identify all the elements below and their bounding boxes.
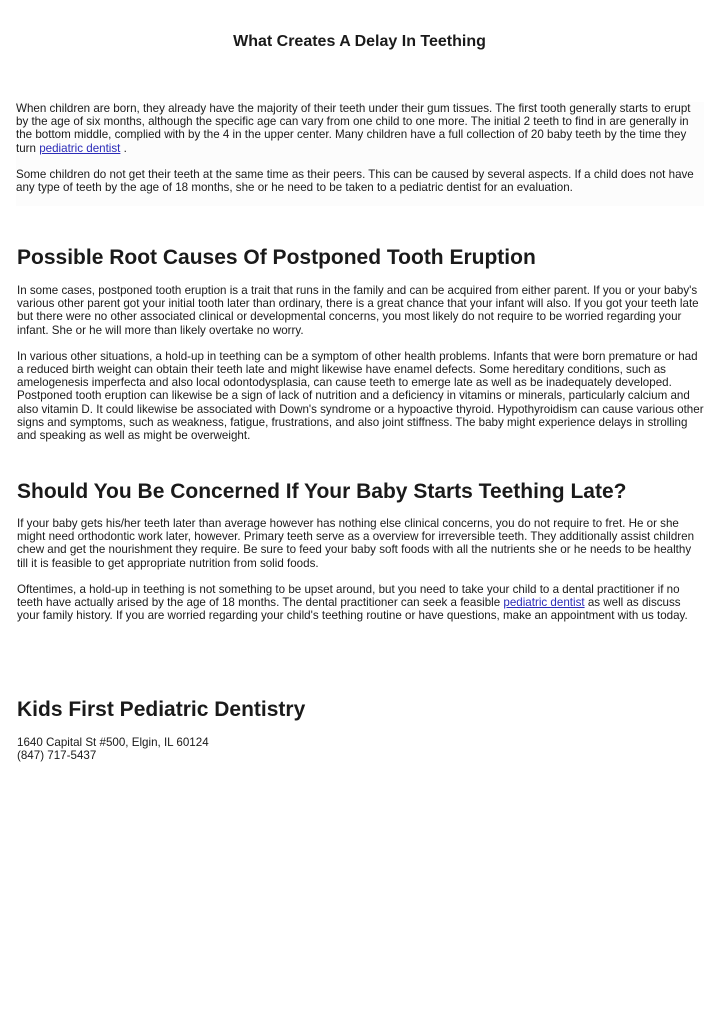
section-root-causes-body (17, 284, 705, 442)
root-causes-paragraph-2: In various other situations, a hold-up in teething can be a symptom of other health problems. Infants that were born premature or had a reduced birth weight can obtain their teeth late and might likewise have enamel defects. Some hereditary conditions, such as amelogenesis imperfecta and also local odontodysplasia, can cause teeth to emerge late as well as be inadequately developed. Postponed tooth eruption can likewise be a sign of lack of nutrition and a deficiency in vitamins or minerals, particularly calcium and also vitamin D. It could likewise be associated with Down's syndrome or a hypoactive thyroid. Hypothyroidism can cause various other signs and symptoms, such as weakness, fatigue, frustrations, and also joint stiffness. The baby might experience delays in strolling and speaking as well as might be overweight. (17, 349, 704, 443)
business-phone: (847) 717-5437 (17, 749, 97, 763)
concerned-paragraph-1: If your baby gets his/her teeth later than average however has nothing else clinical concerns, you do not require to fret. He or she might need orthodontic work later, however. Primary teeth serve as a overview for irreversible teeth. They additionally assist children chew and get the nourishment they require. Be sure to feed your baby soft foods with all the nutrients she or he needs to be healthy till it is feasible to get appropriate nutrition from solid foods. (17, 517, 695, 570)
pediatric-dentist-link-2[interactable]: pediatric dentist (503, 596, 585, 610)
intro-text-1-end: . (120, 141, 127, 155)
section-heading-root-causes: Possible Root Causes Of Postponed Tooth Eruption (17, 246, 536, 269)
intro-block (16, 102, 704, 206)
concerned-text-2-end: as well as discuss your family history. If you are worried regarding your child's teething routine or have questions, make an appointment with us today. (17, 596, 688, 623)
concerned-paragraph-2 (17, 583, 705, 623)
concerned-text-2: Oftentimes, a hold-up in teething is not something to be upset around, but you need to take your child to a dental practitioner if no teeth have actually arised by the age of 18 months. The dental practitioner can seek a feasible (17, 582, 680, 610)
page-title: What Creates A Delay In Teething (233, 33, 486, 50)
business-name-heading: Kids First Pediatric Dentistry (17, 698, 306, 721)
section-concerned-body (17, 517, 705, 622)
business-address: 1640 Capital St #500, Elgin, IL 60124 (17, 736, 209, 749)
root-causes-paragraph-1: In some cases, postponed tooth eruption is a trait that runs in the family and can be acquired from either parent. If you or your baby's various other parent got your initial tooth later than ordinary, there is a great chance that your infant will also. If you got your teeth late but there were no other associated clinical or developmental concerns, you most likely do not require to be worried regarding your infant. She or he will more than likely overtake no worry. (17, 284, 699, 337)
intro-paragraph-2: Some children do not get their teeth at the same time as their peers. This can be caused by several aspects. If a child does not have any type of teeth by the age of 18 months, she or he need to be taken to a pediatric dentist for an evaluation. (16, 167, 694, 195)
business-contact (17, 736, 209, 762)
intro-paragraph-1 (16, 102, 704, 155)
section-heading-concerned: Should You Be Concerned If Your Baby Starts Teething Late? (17, 480, 627, 503)
intro-text-1: When children are born, they already have the majority of their teeth under their gum tissues. The first tooth generally starts to erupt by the age of six months, although the specific age can vary from one child to one more. The initial 2 teeth to find in are generally in the bottom middle, complied with by the 4 in the upper center. Many children have a full collection of 20 baby teeth by the time they turn (16, 102, 691, 155)
pediatric-dentist-link-1[interactable]: pediatric dentist (39, 141, 121, 155)
